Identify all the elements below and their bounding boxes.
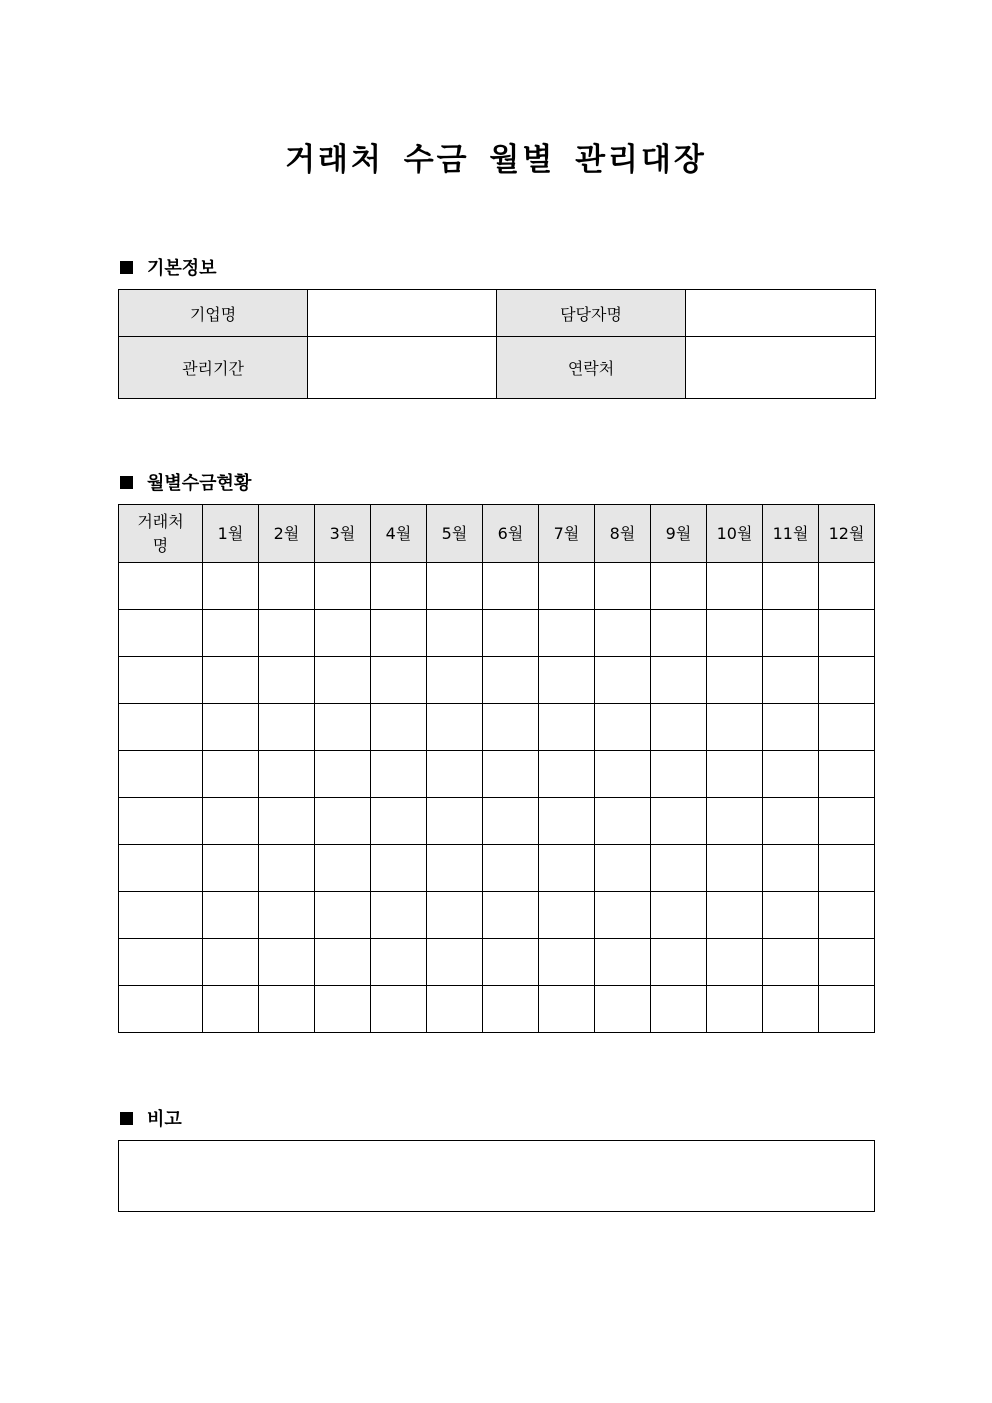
- month-amount-cell[interactable]: [651, 657, 707, 704]
- column-header-month: 6월: [483, 505, 539, 563]
- monthly-collection-table: [118, 504, 875, 1033]
- client-name-cell[interactable]: [119, 751, 203, 798]
- month-amount-cell[interactable]: [539, 939, 595, 986]
- section-heading-remarks: [118, 1105, 182, 1131]
- month-amount-cell[interactable]: [259, 798, 315, 845]
- client-name-cell[interactable]: [119, 563, 203, 610]
- month-amount-cell[interactable]: [259, 845, 315, 892]
- month-amount-cell[interactable]: [707, 892, 763, 939]
- month-amount-cell[interactable]: [203, 845, 259, 892]
- company-name-field[interactable]: [308, 290, 497, 337]
- month-amount-cell[interactable]: [707, 563, 763, 610]
- month-amount-cell[interactable]: [203, 657, 259, 704]
- month-amount-cell[interactable]: [315, 939, 371, 986]
- month-amount-cell[interactable]: [483, 986, 539, 1033]
- month-amount-cell[interactable]: [259, 563, 315, 610]
- month-amount-cell[interactable]: [427, 939, 483, 986]
- month-amount-cell[interactable]: [203, 892, 259, 939]
- month-amount-cell[interactable]: [595, 798, 651, 845]
- month-amount-cell[interactable]: [259, 610, 315, 657]
- month-amount-cell[interactable]: [539, 657, 595, 704]
- table-row: [119, 986, 875, 1033]
- month-amount-cell[interactable]: [259, 751, 315, 798]
- month-amount-cell[interactable]: [315, 986, 371, 1033]
- table-row: [119, 704, 875, 751]
- month-amount-cell[interactable]: [819, 610, 875, 657]
- month-amount-cell[interactable]: [539, 986, 595, 1033]
- client-name-cell[interactable]: [119, 610, 203, 657]
- month-amount-cell[interactable]: [259, 986, 315, 1033]
- month-amount-cell[interactable]: [483, 704, 539, 751]
- month-amount-cell[interactable]: [539, 563, 595, 610]
- manager-name-field[interactable]: [686, 290, 876, 337]
- month-amount-cell[interactable]: [763, 563, 819, 610]
- month-amount-cell[interactable]: [819, 939, 875, 986]
- month-amount-cell[interactable]: [763, 704, 819, 751]
- month-amount-cell[interactable]: [483, 798, 539, 845]
- table-row: [119, 657, 875, 704]
- month-amount-cell[interactable]: [707, 845, 763, 892]
- month-amount-cell[interactable]: [483, 610, 539, 657]
- month-amount-cell[interactable]: [315, 751, 371, 798]
- client-name-cell[interactable]: [119, 892, 203, 939]
- month-amount-cell[interactable]: [763, 657, 819, 704]
- square-bullet-icon: [120, 476, 133, 489]
- table-header-row: [119, 505, 875, 563]
- column-header-month: 11월: [763, 505, 819, 563]
- month-amount-cell[interactable]: [315, 845, 371, 892]
- table-row: [119, 798, 875, 845]
- column-header-month: 12월: [819, 505, 875, 563]
- column-header-month: 10월: [707, 505, 763, 563]
- table-row: [119, 939, 875, 986]
- month-amount-cell[interactable]: [763, 939, 819, 986]
- client-name-cell[interactable]: [119, 657, 203, 704]
- column-header-client-name: 거래처 명: [119, 505, 203, 563]
- manager-name-label: 담당자명: [497, 290, 686, 337]
- month-amount-cell[interactable]: [371, 892, 427, 939]
- month-amount-cell[interactable]: [371, 986, 427, 1033]
- month-amount-cell[interactable]: [427, 798, 483, 845]
- month-amount-cell[interactable]: [371, 751, 427, 798]
- contact-label: 연락처: [497, 337, 686, 399]
- month-amount-cell[interactable]: [595, 845, 651, 892]
- month-amount-cell[interactable]: [819, 986, 875, 1033]
- month-amount-cell[interactable]: [595, 751, 651, 798]
- month-amount-cell[interactable]: [203, 798, 259, 845]
- section-heading-label: 기본정보: [147, 258, 217, 279]
- month-amount-cell[interactable]: [819, 798, 875, 845]
- month-amount-cell[interactable]: [595, 986, 651, 1033]
- month-amount-cell[interactable]: [651, 751, 707, 798]
- month-amount-cell[interactable]: [203, 986, 259, 1033]
- month-amount-cell[interactable]: [539, 751, 595, 798]
- column-header-month: 8월: [595, 505, 651, 563]
- column-header-month: 4월: [371, 505, 427, 563]
- month-amount-cell[interactable]: [539, 892, 595, 939]
- square-bullet-icon: [120, 261, 133, 274]
- column-header-month: 1월: [203, 505, 259, 563]
- month-amount-cell[interactable]: [427, 751, 483, 798]
- square-bullet-icon: [120, 1112, 133, 1125]
- column-header-month: 5월: [427, 505, 483, 563]
- month-amount-cell[interactable]: [483, 751, 539, 798]
- month-amount-cell[interactable]: [539, 704, 595, 751]
- month-amount-cell[interactable]: [483, 657, 539, 704]
- month-amount-cell[interactable]: [651, 986, 707, 1033]
- management-period-label: 관리기간: [119, 337, 308, 399]
- month-amount-cell[interactable]: [819, 751, 875, 798]
- client-name-cell[interactable]: [119, 939, 203, 986]
- month-amount-cell[interactable]: [315, 563, 371, 610]
- month-amount-cell[interactable]: [427, 657, 483, 704]
- month-amount-cell[interactable]: [595, 657, 651, 704]
- month-amount-cell[interactable]: [707, 704, 763, 751]
- month-amount-cell[interactable]: [371, 563, 427, 610]
- table-row: [119, 563, 875, 610]
- month-amount-cell[interactable]: [371, 845, 427, 892]
- month-amount-cell[interactable]: [763, 610, 819, 657]
- month-amount-cell[interactable]: [315, 610, 371, 657]
- company-name-label: 기업명: [119, 290, 308, 337]
- month-amount-cell[interactable]: [483, 845, 539, 892]
- section-heading-label: 월별수금현황: [147, 473, 252, 494]
- month-amount-cell[interactable]: [595, 704, 651, 751]
- month-amount-cell[interactable]: [819, 704, 875, 751]
- table-row: [119, 845, 875, 892]
- month-amount-cell[interactable]: [595, 939, 651, 986]
- month-amount-cell[interactable]: [651, 798, 707, 845]
- month-amount-cell[interactable]: [483, 939, 539, 986]
- month-amount-cell[interactable]: [651, 939, 707, 986]
- page-title: 거래처 수금 월별 관리대장: [285, 142, 707, 178]
- month-amount-cell[interactable]: [651, 892, 707, 939]
- month-amount-cell[interactable]: [539, 610, 595, 657]
- month-amount-cell[interactable]: [651, 610, 707, 657]
- column-header-month: 7월: [539, 505, 595, 563]
- month-amount-cell[interactable]: [483, 892, 539, 939]
- month-amount-cell[interactable]: [371, 657, 427, 704]
- month-amount-cell[interactable]: [315, 798, 371, 845]
- month-amount-cell[interactable]: [819, 657, 875, 704]
- month-amount-cell[interactable]: [651, 704, 707, 751]
- contact-field[interactable]: [686, 337, 876, 399]
- client-name-cell[interactable]: [119, 704, 203, 751]
- month-amount-cell[interactable]: [427, 563, 483, 610]
- month-amount-cell[interactable]: [707, 657, 763, 704]
- month-amount-cell[interactable]: [595, 563, 651, 610]
- month-amount-cell[interactable]: [707, 986, 763, 1033]
- month-amount-cell[interactable]: [763, 892, 819, 939]
- month-amount-cell[interactable]: [707, 939, 763, 986]
- month-amount-cell[interactable]: [819, 892, 875, 939]
- month-amount-cell[interactable]: [427, 704, 483, 751]
- client-name-cell[interactable]: [119, 845, 203, 892]
- month-amount-cell[interactable]: [259, 892, 315, 939]
- month-amount-cell[interactable]: [203, 563, 259, 610]
- month-amount-cell[interactable]: [315, 892, 371, 939]
- month-amount-cell[interactable]: [539, 798, 595, 845]
- month-amount-cell[interactable]: [203, 610, 259, 657]
- month-amount-cell[interactable]: [203, 751, 259, 798]
- month-amount-cell[interactable]: [315, 704, 371, 751]
- month-amount-cell[interactable]: [483, 563, 539, 610]
- month-amount-cell[interactable]: [819, 845, 875, 892]
- month-amount-cell[interactable]: [707, 751, 763, 798]
- month-amount-cell[interactable]: [315, 657, 371, 704]
- month-amount-cell[interactable]: [259, 704, 315, 751]
- month-amount-cell[interactable]: [819, 563, 875, 610]
- client-name-cell[interactable]: [119, 986, 203, 1033]
- month-amount-cell[interactable]: [371, 939, 427, 986]
- month-amount-cell[interactable]: [539, 845, 595, 892]
- month-amount-cell[interactable]: [427, 610, 483, 657]
- month-amount-cell[interactable]: [427, 986, 483, 1033]
- client-name-cell[interactable]: [119, 798, 203, 845]
- month-amount-cell[interactable]: [259, 939, 315, 986]
- month-amount-cell[interactable]: [203, 704, 259, 751]
- month-amount-cell[interactable]: [763, 845, 819, 892]
- month-amount-cell[interactable]: [595, 610, 651, 657]
- month-amount-cell[interactable]: [763, 986, 819, 1033]
- month-amount-cell[interactable]: [651, 563, 707, 610]
- remarks-box[interactable]: [118, 1140, 875, 1212]
- column-header-month: 3월: [315, 505, 371, 563]
- month-amount-cell[interactable]: [427, 892, 483, 939]
- month-amount-cell[interactable]: [371, 610, 427, 657]
- month-amount-cell[interactable]: [371, 704, 427, 751]
- column-header-month: 9월: [651, 505, 707, 563]
- month-amount-cell[interactable]: [203, 939, 259, 986]
- month-amount-cell[interactable]: [707, 610, 763, 657]
- table-row: [119, 751, 875, 798]
- basic-info-table: [118, 289, 876, 399]
- month-amount-cell[interactable]: [371, 798, 427, 845]
- month-amount-cell[interactable]: [707, 798, 763, 845]
- management-period-field[interactable]: [308, 337, 497, 399]
- month-amount-cell[interactable]: [763, 798, 819, 845]
- month-amount-cell[interactable]: [595, 892, 651, 939]
- section-heading-monthly-collection: [118, 469, 251, 495]
- table-row: [119, 610, 875, 657]
- section-heading-label: 비고: [147, 1109, 182, 1130]
- month-amount-cell[interactable]: [259, 657, 315, 704]
- table-row: [119, 892, 875, 939]
- column-header-month: 2월: [259, 505, 315, 563]
- month-amount-cell[interactable]: [763, 751, 819, 798]
- month-amount-cell[interactable]: [651, 845, 707, 892]
- section-heading-basic-info: [118, 254, 217, 280]
- month-amount-cell[interactable]: [427, 845, 483, 892]
